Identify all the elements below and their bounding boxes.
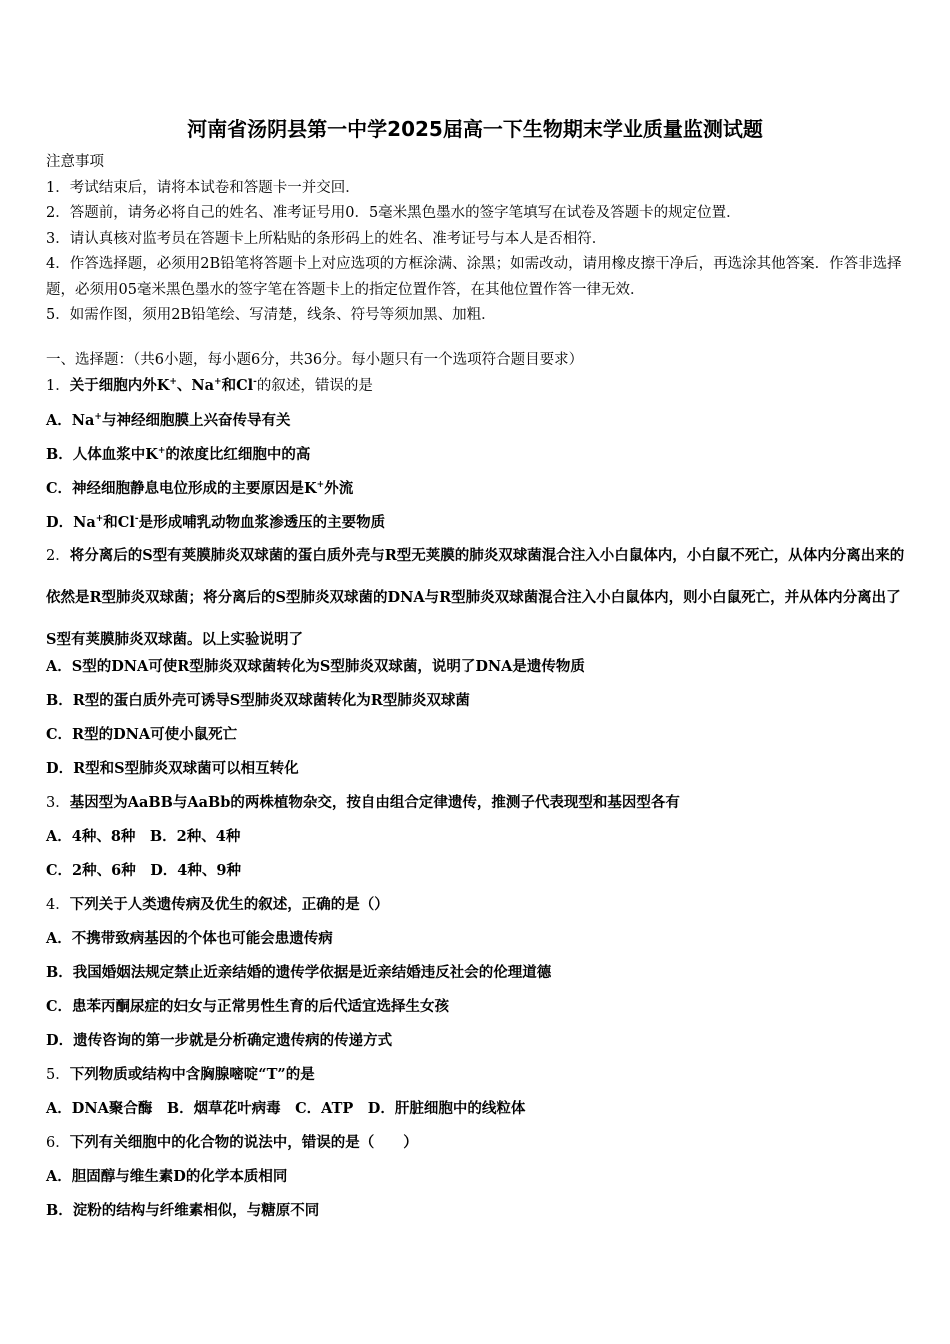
question-1-option-c	[46, 477, 353, 498]
question-number: 4．	[46, 897, 70, 913]
question-5-stem	[46, 1063, 315, 1084]
question-4-option-b: B．我国婚姻法规定禁止近亲结婚的遗传学依据是近亲结婚违反社会的伦理道德	[46, 964, 552, 981]
stem-text: 和Cl	[221, 377, 254, 394]
question-4-option-c: C．患苯丙酮尿症的妇女与正常男性生育的后代适宜选择生女孩	[46, 998, 450, 1015]
option-text: A．Na	[46, 412, 95, 429]
superscript: +	[95, 514, 104, 525]
question-3-options-row: A．4种、8种 B．2种、4种	[46, 828, 241, 845]
question-3-options-row: C．2种、6种 D．4种、9种	[46, 862, 241, 879]
notice-item: 1．考试结束后，请将本试卷和答题卡一并交回．	[46, 179, 360, 196]
question-3-stem	[46, 791, 680, 812]
stem-text: 下列有关细胞中的化合物的说法中，错误的是（ ）	[69, 1134, 418, 1151]
option-text: C．神经细胞静息电位形成的主要原因是K	[46, 480, 317, 497]
option-text: B．人体血浆中K	[46, 446, 158, 463]
superscript: -	[253, 377, 257, 388]
question-1-option-b	[46, 443, 310, 464]
question-1-stem	[46, 374, 373, 395]
notice-item: 2．答题前，请务必将自己的姓名、准考证号用0．5毫米黑色墨水的签字笔填写在试卷及答题卡的规定位置．	[46, 205, 741, 221]
stem-text: 、Na	[176, 377, 215, 394]
superscript: +	[169, 377, 177, 388]
stem-text: 将分离后的S型有荚膜肺炎双球菌的蛋白质外壳与R型无荚膜的肺炎双球菌混合注入小白鼠体内，小白鼠不死亡，从体内分离出来的依然是R型肺炎双球菌；将分离后的S型肺炎双球菌的DNA与R型肺炎双球菌混合注入小白鼠体内，则小白鼠死亡，并从体内分离出了S型有荚膜肺炎双球菌。以上实验说明了	[46, 547, 905, 648]
superscript: +	[94, 412, 102, 423]
option-text: 是形成哺乳动物血浆渗透压的主要物质	[138, 514, 386, 531]
question-number: 3．	[46, 795, 70, 811]
stem-text: 的叙述，错误的是	[256, 378, 373, 394]
question-6-option-a: A．胆固醇与维生素D的化学本质相同	[46, 1168, 288, 1185]
question-1-option-d	[46, 511, 385, 532]
question-4-option-a: A．不携带致病基因的个体也可能会患遗传病	[46, 930, 333, 947]
question-2-option-b: B．R型的蛋白质外壳可诱导S型肺炎双球菌转化为R型肺炎双球菌	[46, 692, 470, 709]
notice-item: 4．作答选择题，必须用2B铅笔将答题卡上对应选项的方框涂满、涂黑；如需改动，请用橡皮擦干净后，再选涂其他答案．作答非选择题，必须用05毫米黑色墨水的签字笔在答题卡上的指定位置作答，在其他位置作答一律无效．	[46, 256, 902, 298]
question-number: 5．	[46, 1067, 70, 1083]
page-title: 河南省汤阴县第一中学2025届高一下生物期末学业质量监测试题	[187, 117, 763, 141]
question-5-options-row: A．DNA聚合酶 B．烟草花叶病毒 C．ATP D．肝脏细胞中的线粒体	[46, 1100, 526, 1117]
stem-text: 下列物质或结构中含胸腺嘧啶“T”的是	[69, 1066, 315, 1083]
option-text: D．Na	[46, 514, 96, 531]
option-text: 外流	[324, 480, 354, 497]
option-text: 的浓度比红细胞中的高	[165, 446, 311, 463]
question-number: 6．	[46, 1135, 70, 1151]
section-header: 一、选择题：（共6小题，每小题6分，共36分。每小题只有一个选项符合题目要求）	[46, 352, 584, 368]
notice-block	[46, 150, 906, 329]
notice-item: 5．如需作图，须用2B铅笔绘、写清楚，线条、符号等须加黑、加粗．	[46, 307, 496, 323]
question-2-option-d: D．R型和S型肺炎双球菌可以相互转化	[46, 760, 299, 777]
superscript: +	[214, 377, 222, 388]
question-4-stem	[46, 893, 389, 914]
superscript: +	[316, 480, 325, 491]
question-4-option-d: D．遗传咨询的第一步就是分析确定遗传病的传递方式	[46, 1032, 393, 1049]
question-2-option-c: C．R型的DNA可使小鼠死亡	[46, 726, 238, 743]
stem-text: 基因型为AaBB与AaBb的两株植物杂交，按自由组合定律遗传，推测子代表现型和基因型各有	[69, 794, 680, 811]
question-number: 1．	[46, 378, 70, 394]
question-number: 2．	[46, 548, 70, 564]
question-2-option-a: A．S型的DNA可使R型肺炎双球菌转化为S型肺炎双球菌，说明了DNA是遗传物质	[46, 658, 585, 675]
superscript: +	[157, 446, 166, 457]
stem-text: 关于细胞内外K	[69, 377, 170, 394]
option-text: 和Cl	[103, 514, 135, 531]
stem-text: 下列关于人类遗传病及优生的叙述，正确的是（）	[69, 896, 389, 913]
question-6-stem	[46, 1131, 418, 1152]
superscript: -	[134, 514, 139, 525]
question-2-stem	[46, 535, 908, 661]
question-1-option-a	[46, 409, 290, 430]
question-6-option-b: B．淀粉的结构与纤维素相似，与糖原不同	[46, 1202, 320, 1219]
notice-heading: 注意事项	[46, 154, 104, 170]
notice-item: 3．请认真核对监考员在答题卡上所粘贴的条形码上的姓名、准考证号与本人是否相符．	[46, 230, 607, 247]
option-text: 与神经细胞膜上兴奋传导有关	[101, 412, 291, 429]
